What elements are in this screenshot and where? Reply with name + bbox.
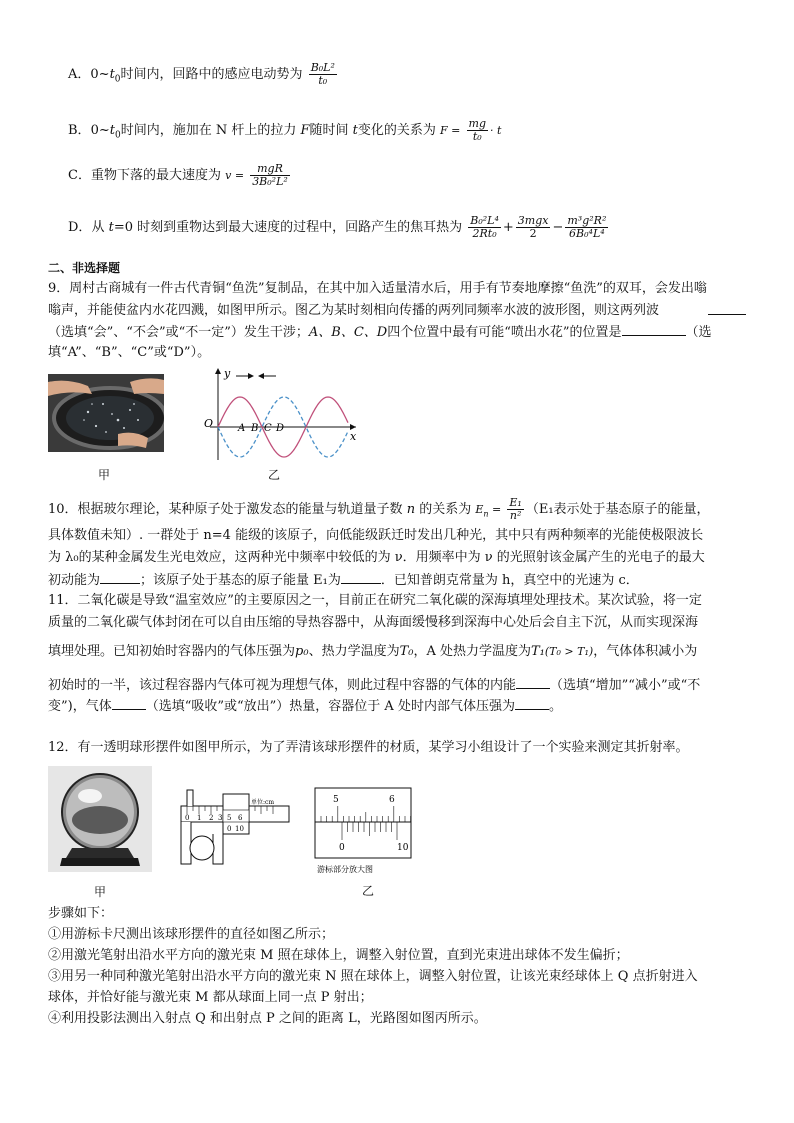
wave-diagram — [200, 364, 366, 464]
section-title: 二、非选择题 — [48, 261, 121, 275]
arrow-left-icon — [258, 373, 264, 379]
q9-blank2[interactable] — [622, 323, 686, 336]
q9-line4: 填“A”、“B”、“C”或“D”）。 — [48, 345, 211, 360]
vernier-caliper — [175, 784, 295, 876]
svg-text:0: 0 — [227, 825, 232, 833]
point-d: D — [276, 423, 285, 434]
svg-text:6: 6 — [238, 814, 243, 822]
q10-line1: 10．根据玻尔理论，某种原子处于激发态的能量与轨道量子数 n 的关系为 $E_n$ = $\frac{\text{E₁}}{\text{n²}}$ （E₁表示处于基态原子的能量， — [48, 496, 710, 522]
q12-fig-jia-caption: 甲 — [94, 885, 107, 899]
crystal-ball-photo — [48, 766, 152, 872]
q10-blank1[interactable] — [100, 571, 140, 584]
q11-line1: 11．二氧化碳是导致“温室效应”的主要原因之一，目前正在研究二氧化碳的深海填埋处理技术。某次试验，将一定 — [48, 593, 702, 608]
fig-yi-caption: 乙 — [268, 468, 281, 482]
q11-blank2[interactable] — [112, 697, 146, 710]
q11-line5: 变”)，气体 （选填“吸收”或“放出”）热量，容器位于 A 处时内部气体压强为 。 — [48, 699, 562, 714]
vernier-label-0: 0 — [339, 843, 345, 853]
main-label-6: 6 — [389, 795, 395, 805]
option-d: D．从 t=0 时刻到重物达到最大速度的过程中，回路产生的焦耳热为 $\frac{\text{B₀²L⁴}}{\text{2Rt₀}}$ + $\frac{\text{3mgx}}{2}$ − $\frac{\text{m³g²R²}}{\text{6B₀⁴L⁴}}$ — [68, 214, 607, 240]
svg-text:0: 0 — [185, 814, 190, 822]
point-a: A — [238, 423, 246, 434]
q9-blank1[interactable] — [708, 302, 746, 321]
q11-blank1[interactable] — [516, 676, 550, 689]
q10-blank2[interactable] — [341, 571, 381, 584]
svg-text:1: 1 — [197, 814, 202, 822]
vernier-enlarged — [313, 786, 413, 878]
fig-jia-caption: 甲 — [98, 468, 111, 482]
q9-line1: 9．周村古商城有一件古代青铜“鱼洗”复制品，在其中加入适量清水后，用手有节奏地摩擦“鱼洗”的双耳，会发出嗡 — [48, 281, 707, 296]
q12-line1: 12．有一透明球形摆件如图甲所示，为了弄清该球形摆件的材质，某学习小组设计了一个实验来测定其折射率。 — [48, 740, 689, 755]
steps-title: 步骤如下： — [48, 906, 114, 921]
q11-line4: 初始时的一半，该过程容器内气体可视为理想气体，则此过程中容器的气体的内能 （选填“增加”“减小”或“不 — [48, 678, 701, 693]
arrow-right-icon — [248, 373, 254, 379]
fish-basin-photo — [48, 374, 164, 452]
step-1: ①用游标卡尺测出该球形摆件的直径如图乙所示； — [48, 927, 335, 942]
q10-line2: 具体数值未知）. 一群处于 n=4 能级的该原子，向低能级跃迁时发出几种光，其中只有两种频率的光能使极限波长 — [48, 528, 704, 543]
fraction: $\frac{\text{mgR}}{\text{3B₀²L²}}$ — [252, 162, 288, 188]
q11-blank3[interactable] — [515, 697, 549, 710]
point-b: B — [251, 423, 259, 434]
vernier-label-10: 10 — [397, 843, 409, 853]
q10-line4: 初动能为 ；该原子处于基态的原子能量 E₁为 ．已知普朗克常量为 h，真空中的光速为 c． — [48, 573, 639, 588]
option-a: A．$0\sim t_0$时间内，回路中的感应电动势为 $\frac{\text{B₀L²}}{\text{t₀}}$ — [68, 61, 335, 87]
step-4: ④利用投影法测出入射点 Q 和出射点 P 之间的距离 L，光路图如图丙所示。 — [48, 1011, 487, 1026]
x-label: x — [350, 430, 357, 443]
q9-line3: （选填“会”、“不会”或“不一定”）发生干涉；A、B、C、D四个位置中最有可能“喷出水花”的位置是 （选 — [48, 325, 712, 340]
q11-line3: 填埋处理。已知初始时容器内的气体压强为p₀、热力学温度为T₀，A 处热力学温度为T₁(T₀ > T₁)，气体体积减小为 — [48, 644, 698, 659]
step-2: ②用激光笔射出沿水平方向的激光束 M 照在球体上，调整入射位置，直到光束进出球体不发生偏折； — [48, 948, 629, 963]
q11-line2: 质量的二氧化碳气体封闭在可以自由压缩的导热容器中，从海面缓慢移到深海中心处后会自主下沉，从而实现深海 — [48, 615, 699, 630]
main-label-5: 5 — [333, 795, 339, 805]
y-label: y — [224, 367, 231, 380]
q10-line3: 为 λ₀的某种金属发生光电效应，这两种光中频率中较低的为 ν．用频率中为 ν 的光照射该金属产生的光电子的最大 — [48, 550, 705, 565]
q12-fig-yi-caption: 乙 — [362, 884, 375, 898]
step-3b: 球体，并恰好能与激光束 M 都从球面上同一点 P 射出； — [48, 990, 373, 1005]
step-3: ③用另一种同种激光笔射出沿水平方向的激光束 N 照在球体上，调整入射位置，让该光束经球体上 Q 点折射进入 — [48, 969, 698, 984]
svg-text:3: 3 — [218, 814, 223, 822]
vernier-caption: 游标部分放大图 — [317, 865, 373, 874]
caliper-unit: 单位:cm — [251, 799, 275, 806]
point-c: C — [264, 423, 272, 434]
fraction: $\frac{\text{B₀L²}}{\text{t₀}}$ — [310, 61, 335, 87]
svg-text:2: 2 — [209, 814, 214, 822]
fraction: $\frac{mg}{\text{t₀}}$ — [468, 117, 487, 143]
q9-line2: 嗡声，并能使盆内水花四溅，如图甲所示。图乙为某时刻相向传播的两列同频率水波的波形图，则这两列波 — [48, 303, 660, 318]
origin-label: O — [204, 417, 214, 430]
option-c: C．重物下落的最大速度为 v = $\frac{\text{mgR}}{\text{3B₀²L²}}$ — [68, 162, 288, 188]
svg-text:10: 10 — [235, 825, 244, 833]
svg-text:5: 5 — [227, 814, 232, 822]
option-b: B．$0\sim t_0$时间内，施加在 N 杆上的拉力 F随时间 t变化的关系为 F = $\frac{mg}{\text{t₀}}$ · t — [68, 117, 502, 143]
